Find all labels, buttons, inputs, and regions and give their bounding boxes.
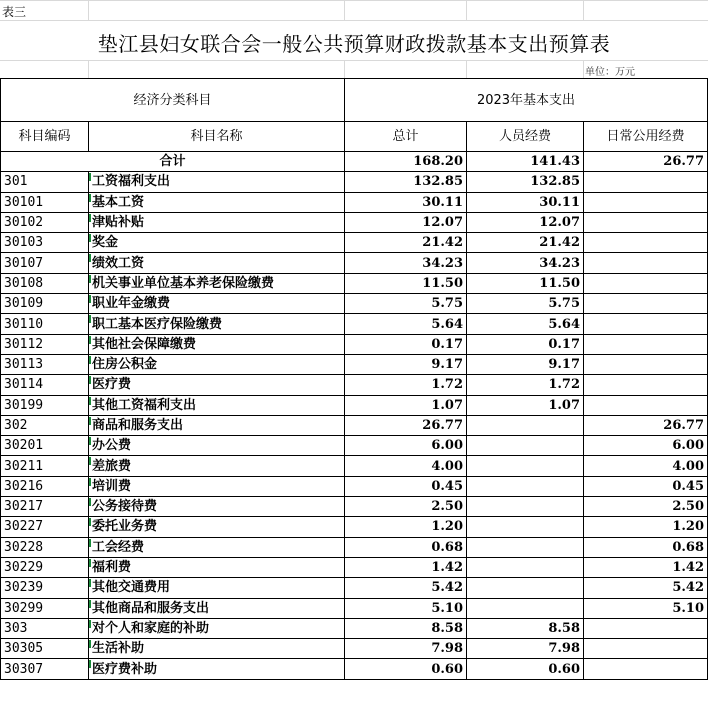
row-personnel — [467, 415, 584, 435]
row-name: 工会经费 — [89, 537, 345, 557]
row-public — [584, 354, 708, 374]
budget-table — [0, 78, 708, 680]
row-personnel: 11.50 — [467, 273, 584, 293]
table-row — [1, 334, 708, 354]
row-name: 其他交通费用 — [89, 578, 345, 598]
row-personnel — [467, 517, 584, 537]
total-label: 合计 — [1, 152, 345, 172]
gridline — [583, 60, 584, 78]
row-public: 6.00 — [584, 436, 708, 456]
row-public — [584, 253, 708, 273]
row-name: 其他社会保障缴费 — [89, 334, 345, 354]
gridline — [583, 0, 584, 20]
row-total: 0.17 — [345, 334, 467, 354]
row-name: 其他工资福利支出 — [89, 395, 345, 415]
row-total: 0.68 — [345, 537, 467, 557]
total-row — [1, 152, 708, 172]
row-code: 30102 — [1, 212, 89, 232]
row-name: 办公费 — [89, 436, 345, 456]
header-code: 科目编码 — [1, 122, 89, 152]
table-row — [1, 618, 708, 638]
gridline — [0, 60, 708, 61]
header-total: 总计 — [345, 122, 467, 152]
header-row-columns — [1, 122, 708, 152]
row-total: 132.85 — [345, 172, 467, 192]
row-code: 30110 — [1, 314, 89, 334]
row-total: 5.42 — [345, 578, 467, 598]
row-code: 30228 — [1, 537, 89, 557]
row-public — [584, 618, 708, 638]
row-name: 工资福利支出 — [89, 172, 345, 192]
row-public — [584, 233, 708, 253]
row-total: 0.60 — [345, 659, 467, 679]
row-personnel — [467, 456, 584, 476]
row-total: 1.42 — [345, 557, 467, 577]
header-row-group — [1, 79, 708, 122]
row-total: 9.17 — [345, 354, 467, 374]
row-name: 机关事业单位基本养老保险缴费 — [89, 273, 345, 293]
row-code: 30108 — [1, 273, 89, 293]
page-title: 垫江县妇女联合会一般公共预算财政拨款基本支出预算表 — [97, 32, 611, 56]
gridline — [0, 20, 708, 21]
row-public: 5.42 — [584, 578, 708, 598]
row-name: 津贴补贴 — [89, 212, 345, 232]
row-name: 基本工资 — [89, 192, 345, 212]
row-public — [584, 375, 708, 395]
row-code: 30299 — [1, 598, 89, 618]
row-name: 委托业务费 — [89, 517, 345, 537]
total-public: 26.77 — [584, 152, 708, 172]
row-total: 2.50 — [345, 497, 467, 517]
row-total: 21.42 — [345, 233, 467, 253]
row-public — [584, 639, 708, 659]
row-code: 30201 — [1, 436, 89, 456]
row-public: 0.45 — [584, 476, 708, 496]
header-basic-expense: 2023年基本支出 — [345, 79, 708, 122]
row-public: 1.42 — [584, 557, 708, 577]
row-personnel: 1.07 — [467, 395, 584, 415]
row-personnel: 9.17 — [467, 354, 584, 374]
row-name: 商品和服务支出 — [89, 415, 345, 435]
row-personnel: 132.85 — [467, 172, 584, 192]
row-code: 30305 — [1, 639, 89, 659]
row-personnel — [467, 497, 584, 517]
table-row — [1, 212, 708, 232]
row-total: 11.50 — [345, 273, 467, 293]
row-name: 生活补助 — [89, 639, 345, 659]
row-code: 30227 — [1, 517, 89, 537]
gridline — [88, 0, 89, 20]
row-total: 1.20 — [345, 517, 467, 537]
header-name: 科目名称 — [89, 122, 345, 152]
row-personnel: 34.23 — [467, 253, 584, 273]
row-code: 30216 — [1, 476, 89, 496]
table-row — [1, 598, 708, 618]
row-code: 30107 — [1, 253, 89, 273]
row-name: 其他商品和服务支出 — [89, 598, 345, 618]
row-personnel: 12.07 — [467, 212, 584, 232]
row-total: 0.45 — [345, 476, 467, 496]
gridline — [88, 60, 89, 78]
table-row — [1, 273, 708, 293]
row-personnel: 5.64 — [467, 314, 584, 334]
row-public — [584, 172, 708, 192]
row-personnel: 30.11 — [467, 192, 584, 212]
row-personnel — [467, 476, 584, 496]
table-row — [1, 233, 708, 253]
row-name: 公务接待费 — [89, 497, 345, 517]
table-row — [1, 436, 708, 456]
row-personnel — [467, 598, 584, 618]
table-row — [1, 314, 708, 334]
row-code: 30112 — [1, 334, 89, 354]
row-total: 34.23 — [345, 253, 467, 273]
table-row — [1, 395, 708, 415]
row-name: 差旅费 — [89, 456, 345, 476]
row-personnel — [467, 537, 584, 557]
row-personnel: 0.17 — [467, 334, 584, 354]
gridline — [344, 60, 345, 78]
table-tag: 表三 — [2, 5, 27, 19]
header-personnel: 人员经费 — [467, 122, 584, 152]
row-public — [584, 659, 708, 679]
table-row — [1, 253, 708, 273]
row-public — [584, 314, 708, 334]
table-row — [1, 415, 708, 435]
row-public — [584, 294, 708, 314]
table-row — [1, 192, 708, 212]
row-code: 30113 — [1, 354, 89, 374]
table-row — [1, 476, 708, 496]
row-total: 1.72 — [345, 375, 467, 395]
gridline — [0, 0, 708, 1]
row-personnel — [467, 578, 584, 598]
row-total: 5.75 — [345, 294, 467, 314]
row-code: 30109 — [1, 294, 89, 314]
row-public — [584, 334, 708, 354]
row-code: 30199 — [1, 395, 89, 415]
table-row — [1, 456, 708, 476]
row-personnel — [467, 436, 584, 456]
header-public: 日常公用经费 — [584, 122, 708, 152]
row-public: 2.50 — [584, 497, 708, 517]
row-total: 5.10 — [345, 598, 467, 618]
gridline — [466, 0, 467, 20]
row-total: 30.11 — [345, 192, 467, 212]
row-total: 26.77 — [345, 415, 467, 435]
row-personnel: 8.58 — [467, 618, 584, 638]
table-row — [1, 497, 708, 517]
row-code: 30101 — [1, 192, 89, 212]
row-name: 福利费 — [89, 557, 345, 577]
row-name: 职业年金缴费 — [89, 294, 345, 314]
row-public: 1.20 — [584, 517, 708, 537]
row-name: 奖金 — [89, 233, 345, 253]
table-row — [1, 354, 708, 374]
table-row — [1, 294, 708, 314]
total-sum: 168.20 — [345, 152, 467, 172]
header-economic-class: 经济分类科目 — [1, 79, 345, 122]
table-row — [1, 578, 708, 598]
row-public — [584, 212, 708, 232]
table-row — [1, 517, 708, 537]
row-code: 30211 — [1, 456, 89, 476]
row-personnel: 1.72 — [467, 375, 584, 395]
row-total: 7.98 — [345, 639, 467, 659]
unit-label: 单位：万元 — [585, 67, 635, 78]
row-code: 30114 — [1, 375, 89, 395]
row-name: 绩效工资 — [89, 253, 345, 273]
row-code: 301 — [1, 172, 89, 192]
row-total: 12.07 — [345, 212, 467, 232]
row-personnel — [467, 557, 584, 577]
total-personnel: 141.43 — [467, 152, 584, 172]
table-row — [1, 375, 708, 395]
row-personnel: 0.60 — [467, 659, 584, 679]
gridline — [466, 60, 467, 78]
row-code: 30229 — [1, 557, 89, 577]
row-name: 职工基本医疗保险缴费 — [89, 314, 345, 334]
row-code: 30307 — [1, 659, 89, 679]
row-total: 1.07 — [345, 395, 467, 415]
row-personnel: 7.98 — [467, 639, 584, 659]
row-name: 住房公积金 — [89, 354, 345, 374]
row-personnel: 21.42 — [467, 233, 584, 253]
row-public — [584, 192, 708, 212]
row-code: 303 — [1, 618, 89, 638]
row-public: 26.77 — [584, 415, 708, 435]
row-name: 医疗费补助 — [89, 659, 345, 679]
row-total: 8.58 — [345, 618, 467, 638]
table-row — [1, 537, 708, 557]
table-row — [1, 659, 708, 679]
gridline — [344, 0, 345, 20]
row-code: 302 — [1, 415, 89, 435]
table-row — [1, 557, 708, 577]
row-personnel: 5.75 — [467, 294, 584, 314]
row-public — [584, 395, 708, 415]
row-name: 培训费 — [89, 476, 345, 496]
table-row — [1, 639, 708, 659]
row-public: 0.68 — [584, 537, 708, 557]
row-code: 30103 — [1, 233, 89, 253]
row-code: 30239 — [1, 578, 89, 598]
row-code: 30217 — [1, 497, 89, 517]
row-public: 4.00 — [584, 456, 708, 476]
table-row — [1, 172, 708, 192]
row-name: 医疗费 — [89, 375, 345, 395]
row-public — [584, 273, 708, 293]
row-public: 5.10 — [584, 598, 708, 618]
row-total: 5.64 — [345, 314, 467, 334]
row-total: 6.00 — [345, 436, 467, 456]
row-total: 4.00 — [345, 456, 467, 476]
row-name: 对个人和家庭的补助 — [89, 618, 345, 638]
